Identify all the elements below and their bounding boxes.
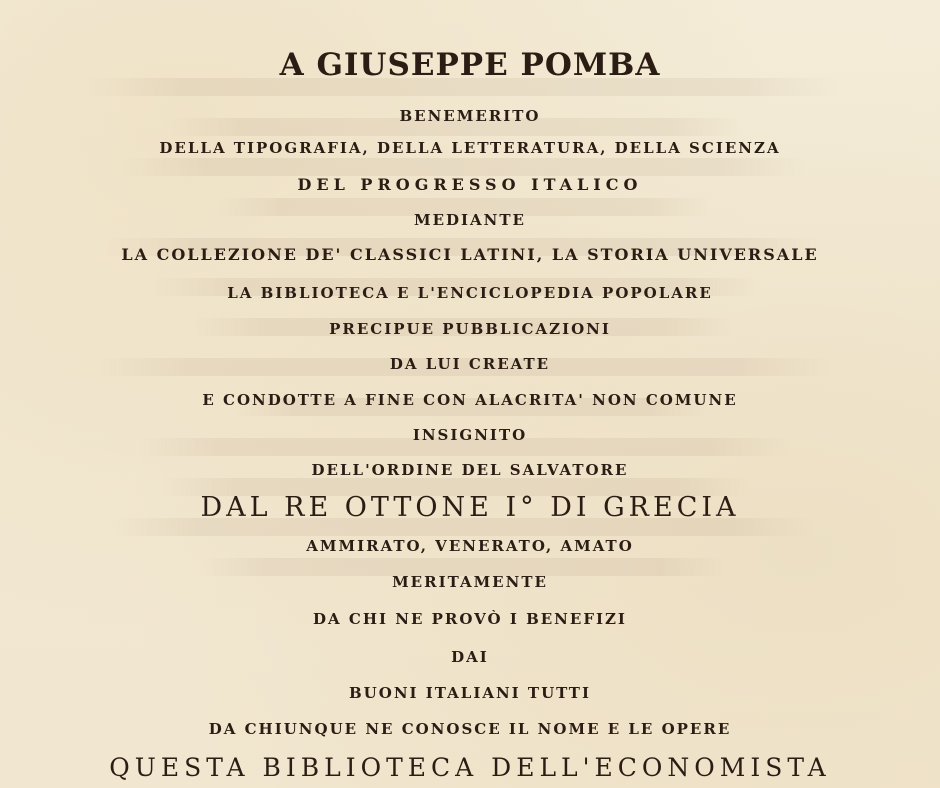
dedication-line-benemerito: BENEMERITO <box>399 107 541 125</box>
dedication-line-collezione: LA COLLEZIONE DE' CLASSICI LATINI, LA STORIA UNIVERSALE <box>121 245 819 264</box>
dedication-line-create: DA LUI CREATE <box>389 355 551 373</box>
dedication-line-re-ottone: DAL RE OTTONE I° DI GRECIA <box>200 492 740 523</box>
dedication-line-ammirato: AMMIRATO, VENERATO, AMATO <box>306 537 634 555</box>
dedication-line-insignito: INSIGNITO <box>412 426 528 444</box>
dedication-line-italiani: BUONI ITALIANI TUTTI <box>349 684 591 702</box>
dedication-line-biblioteca-economista: QUESTA BIBLIOTECA DELL'ECONOMISTA <box>109 753 831 782</box>
dedication-line-pubblicazioni: PRECIPUE PUBBLICAZIONI <box>329 320 611 338</box>
dedication-line-condotte: E CONDOTTE A FINE CON ALACRITA' NON COMUNE <box>202 391 738 409</box>
dedication-line-mediante: MEDIANTE <box>413 211 526 229</box>
dedication-line-meritamente: MERITAMENTE <box>392 573 548 591</box>
dedication-line-biblioteca: LA BIBLIOTECA E L'ENCICLOPEDIA POPOLARE <box>227 284 713 302</box>
dedication-title: A GIUSEPPE POMBA <box>279 47 661 83</box>
dedication-line-benefizi: DA CHI NE PROVÒ I BENEFIZI <box>313 610 627 628</box>
bleed-row <box>119 158 808 176</box>
dedication-line-tipografia: DELLA TIPOGRAFIA, DELLA LETTERATURA, DELLA SCIENZA <box>159 139 781 157</box>
dedication-line-progresso: DEL PROGRESSO ITALICO <box>297 175 643 194</box>
dedication-line-dai: DAI <box>451 648 489 666</box>
dedication-line-ordine: DELL'ORDINE DEL SALVATORE <box>311 461 629 479</box>
dedication-line-chiunque: DA CHIUNQUE NE CONOSCE IL NOME E LE OPERE <box>208 720 732 738</box>
